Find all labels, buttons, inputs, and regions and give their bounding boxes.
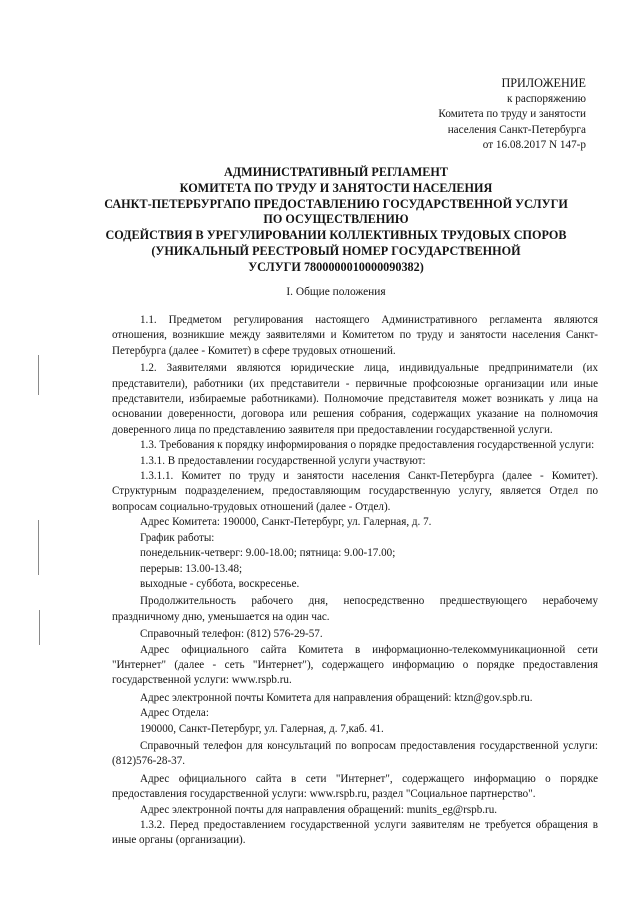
paragraph: 1.1. Предметом регулирования настоящего Административного регламента являются отношения, возникшие между заявителями и Комитетом по труду и занятости населения Санкт-Петербурга (далее - Комитет) в сфере трудовых отношений. — [112, 314, 598, 357]
paragraph: Справочный телефон для консультаций по вопросам предоставления государственной услуги: (812)576-28-37. — [112, 739, 598, 768]
paragraph: 1.2. Заявителями являются юридические лица, индивидуальные предприниматели (их представители), работники (их представители - первичные профсоюзные организации или иные представители, избираемые работниками). Полномочие представителя может возникать у лица на основании доверенности, договора или решения собрания, содержащих указание на полномочия доверенного лица по представлению заявителя при предоставлении государственной услуги. — [112, 362, 598, 436]
document-title — [96, 165, 576, 276]
approval-title: ПРИЛОЖЕНИЕ — [501, 76, 586, 90]
paragraph: перерыв: 13.00-13.48; — [140, 562, 243, 575]
paragraph: Адрес электронной почты Комитета для направления обращений: ktzn@gov.spb.ru. — [140, 691, 533, 704]
paragraph: 190000, Санкт-Петербург, ул. Галерная, д. 7,каб. 41. — [140, 722, 384, 735]
section-heading: I. Общие положения — [286, 286, 386, 298]
paragraph: понедельник-четверг: 9.00-18.00; пятница: 9.00-17.00; — [140, 547, 396, 560]
paragraph: 1.3.2. Перед предоставлением государственной услуги заявителям не требуется обращения в иные органы (организации). — [112, 819, 598, 847]
title-line: ПО ОСУЩЕСТВЛЕНИЮ — [263, 212, 409, 227]
paragraph: Адрес официального сайта в сети "Интернет", содержащего информацию о порядке предоставления государственной услуги: www.rspb.ru, раздел "Социальное партнерство". — [112, 772, 598, 801]
title-line: УСЛУГИ 7800000010000090382) — [248, 259, 424, 274]
approval-line: к распоряжению — [507, 92, 586, 105]
approval-stamp — [438, 76, 586, 154]
approval-line: Комитета по труду и занятости — [438, 108, 586, 121]
paragraph: Продолжительность рабочего дня, непосредственно предшествующего нерабочему праздничному дню, уменьшается на один час. — [112, 595, 598, 623]
document-body — [112, 313, 598, 849]
paragraph: 1.3. Требования к порядку информирования о порядке предоставления государственной услуги: — [140, 439, 595, 452]
scan-margin-mark — [38, 355, 39, 395]
title-line: КОМИТЕТА ПО ТРУДУ И ЗАНЯТОСТИ НАСЕЛЕНИЯ — [179, 180, 493, 195]
scan-margin-mark — [39, 610, 40, 645]
paragraph: Справочный телефон: (812) 576-29-57. — [140, 628, 323, 641]
paragraph: 1.3.1.1. Комитет по труду и занятости населения Санкт-Петербурга (далее - Комитет). Структурным подразделением, предоставляющим государственную услугу, является Отдел по вопросам социально-трудовых отношений (далее - Отдел). — [112, 470, 598, 513]
paragraph: 1.3.1. В предоставлении государственной услуги участвуют: — [140, 454, 426, 467]
paragraph: Адрес официального сайта Комитета в информационно-телекоммуникационной сети "Интернет" (далее - сеть "Интернет"), содержащего информацию о порядке предоставления государственной услуги: www.rspb.ru. — [112, 643, 598, 687]
paragraph: выходные - суббота, воскресенье. — [140, 577, 300, 590]
paragraph: Адрес электронной почты для направления обращений: munits_eg@rspb.ru. — [140, 803, 498, 816]
paragraph: Адрес Комитета: 190000, Санкт-Петербург, ул. Галерная, д. 7. — [140, 516, 432, 529]
approval-date: от 16.08.2017 N 147-р — [482, 139, 586, 152]
title-line: АДМИНИСТРАТИВНЫЙ РЕГЛАМЕНТ — [224, 165, 448, 179]
paragraph: Адрес Отдела: — [140, 707, 209, 720]
title-line: (УНИКАЛЬНЫЙ РЕЕСТРОВЫЙ НОМЕР ГОСУДАРСТВЕННОЙ — [151, 243, 521, 258]
scan-margin-mark — [38, 520, 39, 575]
approval-line: населения Санкт-Петербурга — [447, 123, 586, 136]
title-line: САНКТ-ПЕТЕРБУРГАПО ПРЕДОСТАВЛЕНИЮ ГОСУДАРСТВЕННОЙ УСЛУГИ — [104, 196, 568, 211]
paragraph: График работы: — [140, 531, 215, 544]
title-line: СОДЕЙСТВИЯ В УРЕГУЛИРОВАНИИ КОЛЛЕКТИВНЫХ ТРУДОВЫХ СПОРОВ — [105, 228, 567, 243]
